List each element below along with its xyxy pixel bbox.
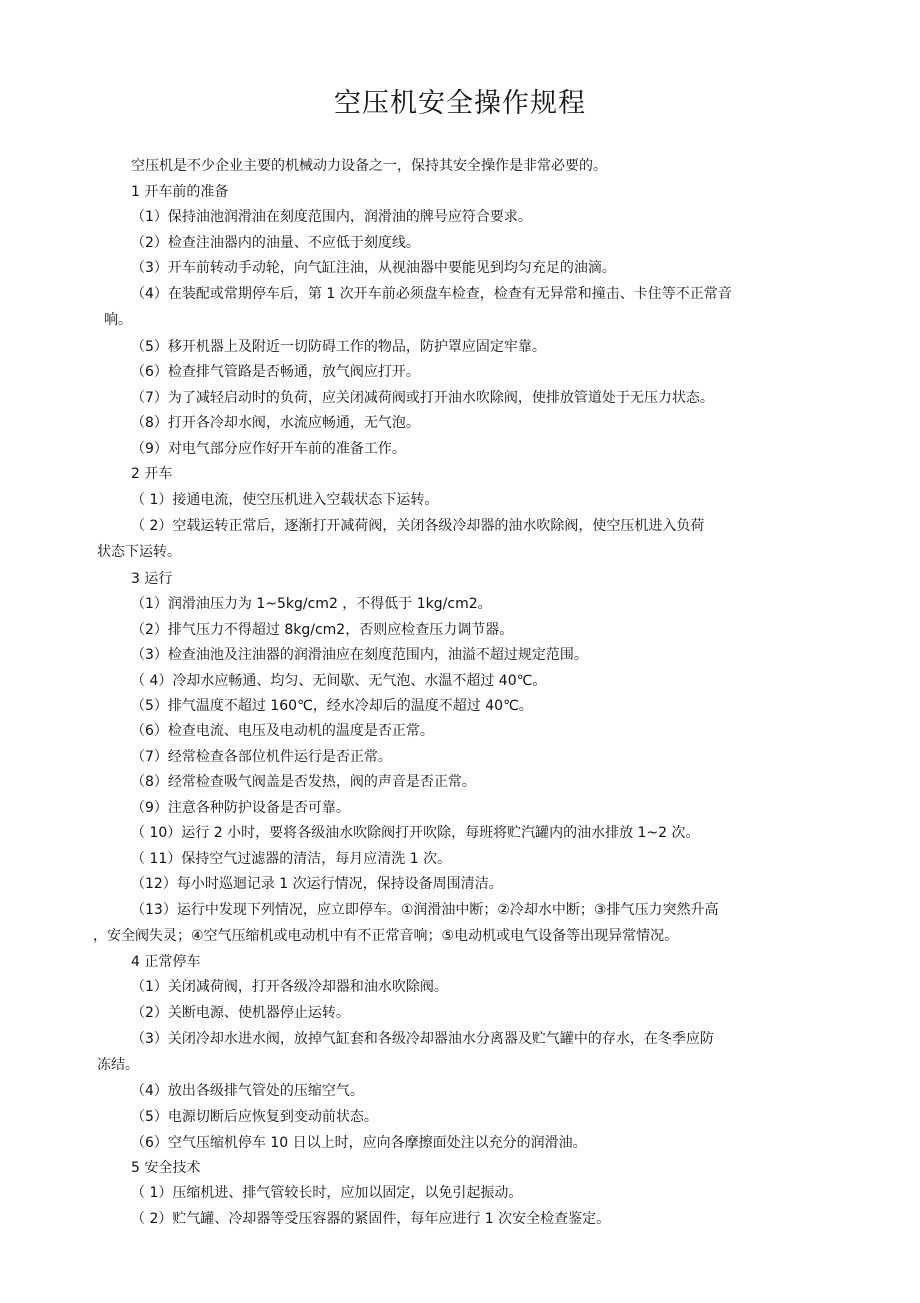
list-item: （ 1）压缩机进、排气管较长时，应加以固定，以免引起振动。 — [131, 1185, 523, 1201]
list-item: （ 10）运行 2 小时，要将各级油水吹除阀打开吹除，每班将贮汽罐内的油水排放 1~2 次。 — [131, 825, 700, 841]
intro-paragraph: 空压机是不少企业主要的机械动力设备之一，保持其安全操作是非常必要的。 — [131, 158, 607, 174]
section-heading-5: 5 安全技术 — [131, 1160, 201, 1176]
list-item: （13）运行中发现下列情况，应立即停车。①润滑油中断；②冷却水中断；③排气压力突然升高 — [131, 902, 719, 918]
list-item: （1）保持油池润滑油在刻度范围内，润滑油的牌号应符合要求。 — [131, 209, 532, 225]
list-item: （4）放出各级排气管处的压缩空气。 — [131, 1083, 364, 1099]
list-item: （5）排气温度不超过 160℃，经水冷却后的温度不超过 40℃。 — [131, 698, 533, 714]
list-item: （1）润滑油压力为 1~5kg/cm2 ，不得低于 1kg/cm2。 — [131, 596, 492, 612]
list-item: （6）空气压缩机停车 10 日以上时，应向各摩擦面处注以充分的润滑油。 — [131, 1135, 587, 1151]
list-item: （8）打开各冷却水阀，水流应畅通，无气泡。 — [131, 415, 420, 431]
list-item: （6）检查排气管路是否畅通，放气阀应打开。 — [131, 364, 420, 380]
list-item: （2）检查注油器内的油量、不应低于刻度线。 — [131, 235, 420, 251]
list-item: （9）对电气部分应作好开车前的准备工作。 — [131, 441, 406, 457]
section-heading-1: 1 开车前的准备 — [131, 184, 229, 200]
section-heading-2: 2 开车 — [131, 466, 173, 482]
page-title: 空压机安全操作规程 — [334, 88, 586, 119]
list-item: （2）排气压力不得超过 8kg/cm2，否则应检查压力调节器。 — [131, 622, 514, 638]
list-item-continuation: 响。 — [104, 312, 132, 328]
list-item-continuation: ，安全阀失灵；④空气压缩机或电动机中有不正常音响；⑤电动机或电气设备等出现异常情况。 — [93, 928, 679, 944]
list-item-continuation: 状态下运转。 — [97, 544, 181, 560]
list-item: （1）关闭减荷阀，打开各级冷却器和油水吹除阀。 — [131, 979, 448, 995]
section-heading-3: 3 运行 — [131, 571, 173, 587]
list-item: （ 11）保持空气过滤器的清洁，每月应清洗 1 次。 — [131, 851, 452, 867]
section-heading-4: 4 正常停车 — [131, 954, 201, 970]
list-item: （7）为了减轻启动时的负荷，应关闭减荷阀或打开油水吹除阀，使排放管道处于无压力状态。 — [131, 390, 714, 406]
list-item: （7）经常检查各部位机件运行是否正常。 — [131, 749, 392, 765]
list-item: （9）注意各种防护设备是否可靠。 — [131, 800, 350, 816]
list-item: （3）检查油池及注油器的润滑油应在刻度范围内，油溢不超过规定范围。 — [131, 647, 588, 663]
list-item: （3）关闭冷却水进水阀，放掉气缸套和各级冷却器油水分离器及贮气罐中的存水，在冬季应防 — [131, 1031, 714, 1047]
list-item: （ 2）贮气罐、冷却器等受压容器的紧固件，每年应进行 1 次安全检查鉴定。 — [131, 1211, 611, 1227]
list-item: （5）电源切断后应恢复到变动前状态。 — [131, 1109, 378, 1125]
list-item: （12）每小时巡迴记录 1 次运行情况，保持设备周围清洁。 — [131, 876, 503, 892]
list-item: （6）检查电流、电压及电动机的温度是否正常。 — [131, 723, 434, 739]
list-item: （4）在装配或常期停车后，第 1 次开车前必须盘车检查，检查有无异常和撞击、卡住等不正常音 — [131, 286, 732, 302]
list-item: （2）关断电源、使机器停止运转。 — [131, 1005, 350, 1021]
list-item: （5）移开机器上及附近一切防碍工作的物品，防护罩应固定牢靠。 — [131, 339, 546, 355]
list-item-continuation: 冻结。 — [97, 1057, 139, 1073]
list-item: （ 2）空载运转正常后，逐渐打开减荷阀，关闭各级冷却器的油水吹除阀，使空压机进入负荷 — [131, 518, 705, 534]
list-item: （8）经常检查吸气阀盖是否发热，阀的声音是否正常。 — [131, 774, 476, 790]
list-item: （ 1）接通电流，使空压机进入空载状态下运转。 — [131, 492, 439, 508]
list-item: （3）开车前转动手动轮，向气缸注油，从视油器中要能见到均匀充足的油滴。 — [131, 260, 616, 276]
list-item: （ 4）冷却水应畅通、均匀、无间歇、无气泡、水温不超过 40℃。 — [131, 673, 547, 689]
